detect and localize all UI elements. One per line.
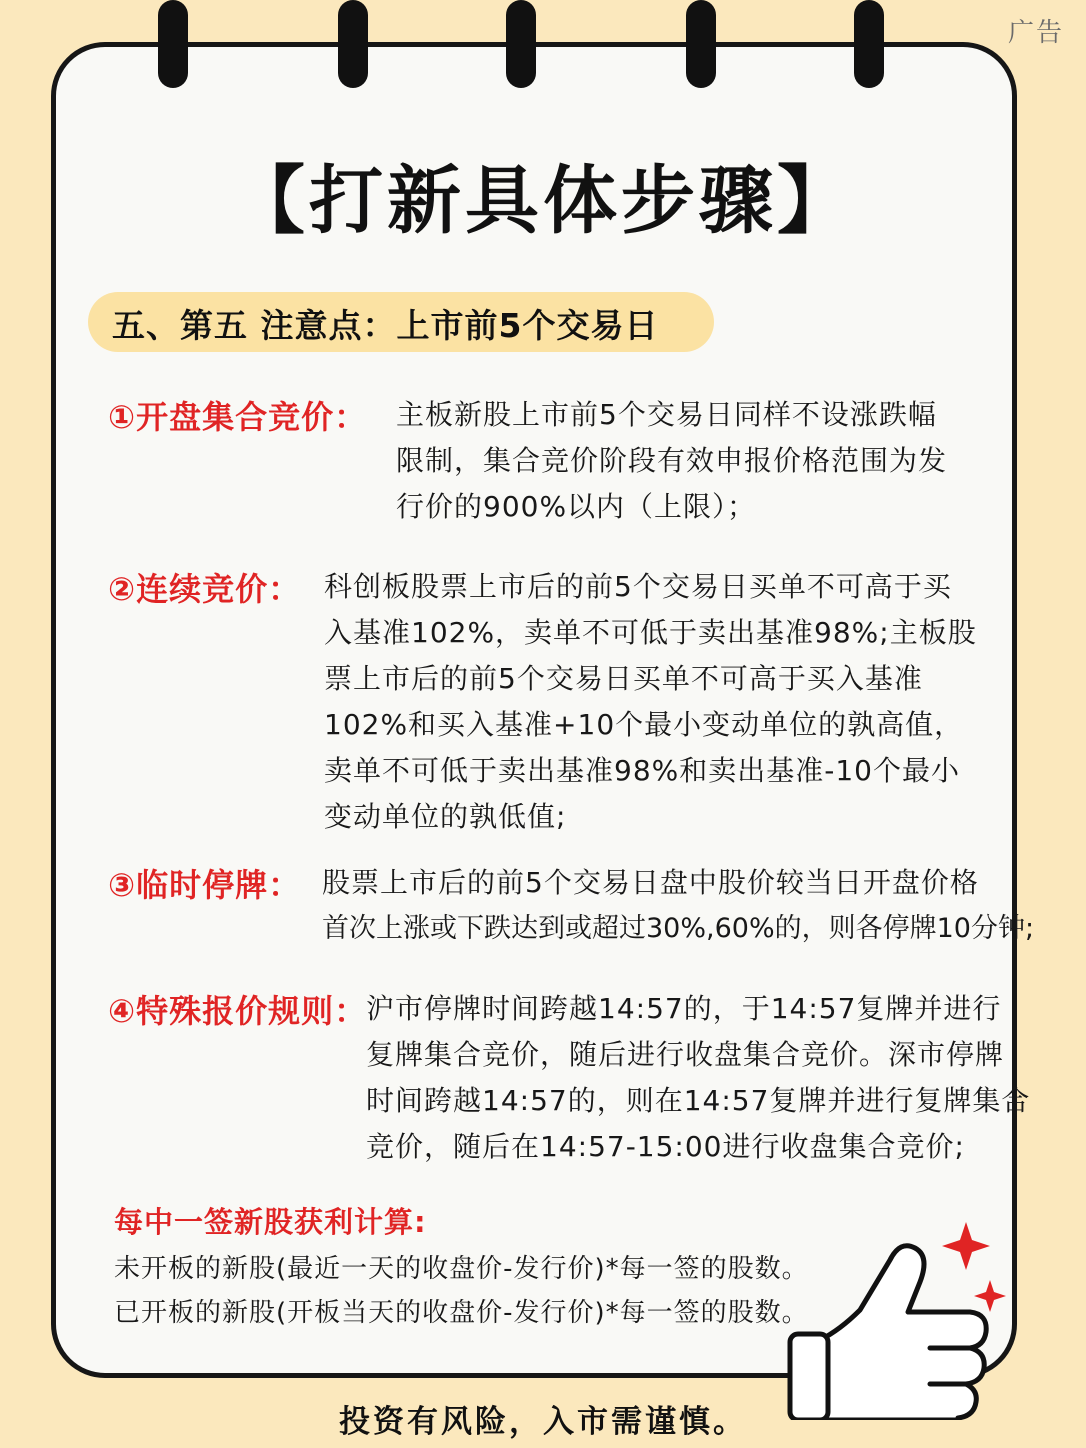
item-line: 沪市停牌时间跨越14:57的，于14:57复牌并进行	[366, 992, 1002, 1025]
sparkle-icon	[942, 1222, 1006, 1312]
item-line: 102%和买入基准+10个最小变动单位的孰高值，	[324, 708, 964, 741]
item-line: 股票上市后的前5个交易日盘中股价较当日开盘价格	[322, 866, 979, 899]
profit-calc-title: 每中一签新股获利计算:	[114, 1205, 427, 1239]
item-label-temporary-halt: ③临时停牌：	[108, 866, 302, 904]
item-line: 限制，集合竞价阶段有效申报价格范围为发	[396, 444, 948, 477]
thumbs-up-icon	[780, 1220, 1020, 1420]
item-line: 变动单位的孰低值;	[324, 800, 567, 833]
risk-disclaimer: 投资有风险，入市需谨慎。	[339, 1404, 747, 1440]
item-line: 首次上涨或下跌达到或超过30%,60%的，则各停牌10分钟;	[322, 913, 1035, 944]
binder-ring-icon	[506, 0, 536, 88]
item-line: 时间跨越14:57的，则在14:57复牌并进行复牌集合	[366, 1084, 1031, 1117]
item-body-special-quote-rules	[366, 986, 1030, 1170]
item-label-special-quote-rules: ④特殊报价规则：	[108, 992, 368, 1030]
item-line: 行价的900%以内（上限）；	[396, 490, 757, 523]
section-subtitle: 五、第五 注意点：上市前5个交易日	[112, 306, 659, 345]
binder-ring-icon	[686, 0, 716, 88]
item-body-continuous-auction	[324, 564, 977, 840]
binder-ring-icon	[338, 0, 368, 88]
item-line: 科创板股票上市后的前5个交易日买单不可高于买	[324, 570, 952, 603]
item-label-continuous-auction: ②连续竞价：	[108, 570, 302, 608]
profit-calc-line: 已开板的新股(开板当天的收盘价-发行价)*每一签的股数。	[114, 1298, 809, 1328]
item-body-temporary-halt	[322, 860, 1034, 952]
item-line: 竞价，随后在14:57-15:00进行收盘集合竞价;	[366, 1130, 965, 1163]
page-title: 【打新具体步骤】	[231, 158, 855, 244]
item-line: 卖单不可低于卖出基准98%和卖出基准-10个最小	[324, 754, 960, 787]
profit-calc-line: 未开板的新股(最近一天的收盘价-发行价)*每一签的股数。	[114, 1254, 809, 1284]
item-line: 复牌集合竞价，随后进行收盘集合竞价。深市停牌	[366, 1038, 1005, 1071]
item-line: 入基准102%，卖单不可低于卖出基准98%;主板股	[324, 616, 977, 649]
item-body-opening-auction	[396, 392, 947, 530]
item-label-opening-auction: ①开盘集合竞价：	[108, 398, 368, 436]
item-line: 主板新股上市前5个交易日同样不设涨跌幅	[396, 398, 937, 431]
ad-label[interactable]: 广告	[1007, 18, 1064, 48]
binder-ring-icon	[854, 0, 884, 88]
binder-ring-icon	[158, 0, 188, 88]
item-line: 票上市后的前5个交易日买单不可高于买入基准	[324, 662, 923, 695]
